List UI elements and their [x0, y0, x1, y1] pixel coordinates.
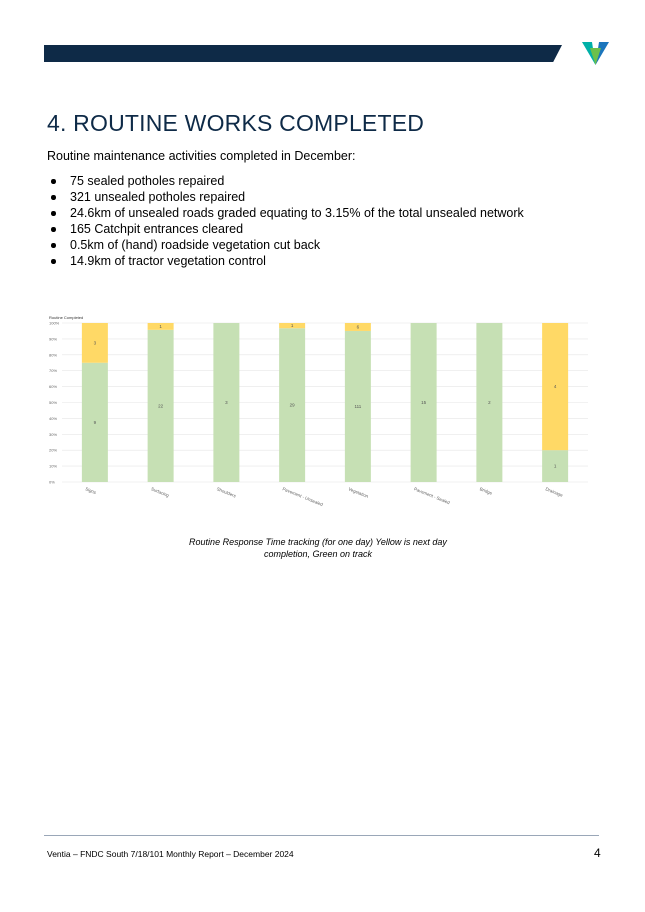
routine-works-list: [47, 173, 524, 269]
y-tick-label: 80%: [49, 352, 58, 358]
bullet-icon: [51, 259, 56, 264]
data-label: 1: [159, 323, 162, 329]
y-tick-label: 50%: [49, 400, 58, 405]
list-item: [47, 205, 524, 221]
x-tick-label: Signs: [84, 486, 97, 496]
data-label: 22: [158, 403, 164, 409]
chart-title: Routine Completed: [49, 315, 84, 320]
list-item: [47, 237, 524, 253]
list-item-text: 14.9km of tractor vegetation control: [70, 254, 266, 268]
list-item-text: 24.6km of unsealed roads graded equating to 3.15% of the total unsealed network: [70, 206, 524, 220]
y-tick-label: 40%: [49, 415, 58, 421]
ventia-logo-icon: [582, 41, 609, 66]
list-item: [47, 189, 524, 205]
data-label: 3: [93, 340, 97, 346]
section-heading: 4. ROUTINE WORKS COMPLETED: [47, 110, 425, 136]
y-tick-label: 0%: [49, 479, 55, 485]
data-label: 29: [289, 402, 295, 408]
intro-text: Routine maintenance activities completed in December:: [47, 149, 356, 163]
list-item-text: 165 Catchpit entrances cleared: [70, 222, 244, 236]
y-tick-label: 20%: [49, 447, 58, 453]
y-tick-label: 10%: [49, 463, 58, 469]
data-label: 15: [421, 400, 427, 405]
data-label: 9: [93, 419, 97, 425]
y-tick-label: 100%: [49, 320, 60, 326]
y-tick-label: 70%: [49, 368, 58, 374]
footer-text: Ventia – FNDC South 7/18/101 Monthly Report – December 2024: [47, 849, 294, 859]
data-label: 4: [553, 384, 557, 390]
x-tick-label: Vegetation: [347, 486, 370, 499]
bullet-icon: [51, 195, 56, 200]
x-tick-label: Bridge: [479, 486, 493, 496]
page-number: 4: [594, 846, 601, 860]
data-label: 2: [488, 400, 491, 405]
list-item: [47, 221, 524, 237]
data-label: 6: [356, 324, 360, 330]
x-tick-label: Pavement - Sealed: [413, 486, 451, 506]
footer-divider: [44, 835, 599, 836]
y-tick-label: 30%: [49, 431, 58, 437]
y-tick-label: 60%: [49, 384, 58, 390]
bullet-icon: [51, 211, 56, 216]
x-tick-label: Pavement - Unsealed: [281, 486, 324, 508]
header-band: [44, 45, 562, 62]
data-label: 3: [225, 400, 228, 405]
x-tick-label: Drainage: [544, 486, 564, 498]
bullet-icon: [51, 243, 56, 248]
chart-caption: Routine Response Time tracking (for one day) Yellow is next day completion, Green on track: [189, 537, 447, 559]
list-item: [47, 253, 524, 269]
x-tick-label: Surfacing: [150, 486, 170, 499]
routine-completed-chart: [40, 312, 600, 512]
list-item-text: 0.5km of (hand) roadside vegetation cut back: [70, 238, 321, 252]
data-label: 1: [553, 463, 557, 469]
list-item: [47, 173, 524, 189]
list-item-text: 75 sealed potholes repaired: [70, 174, 225, 188]
data-label: 111: [354, 403, 362, 409]
bullet-icon: [51, 179, 56, 184]
x-tick-label: Shoulders: [216, 486, 237, 499]
stacked-bar-chart: [40, 312, 600, 512]
bullet-icon: [51, 227, 56, 232]
list-item-text: 321 unsealed potholes repaired: [70, 190, 246, 204]
y-tick-label: 90%: [49, 336, 58, 342]
data-label: 1: [290, 323, 294, 329]
